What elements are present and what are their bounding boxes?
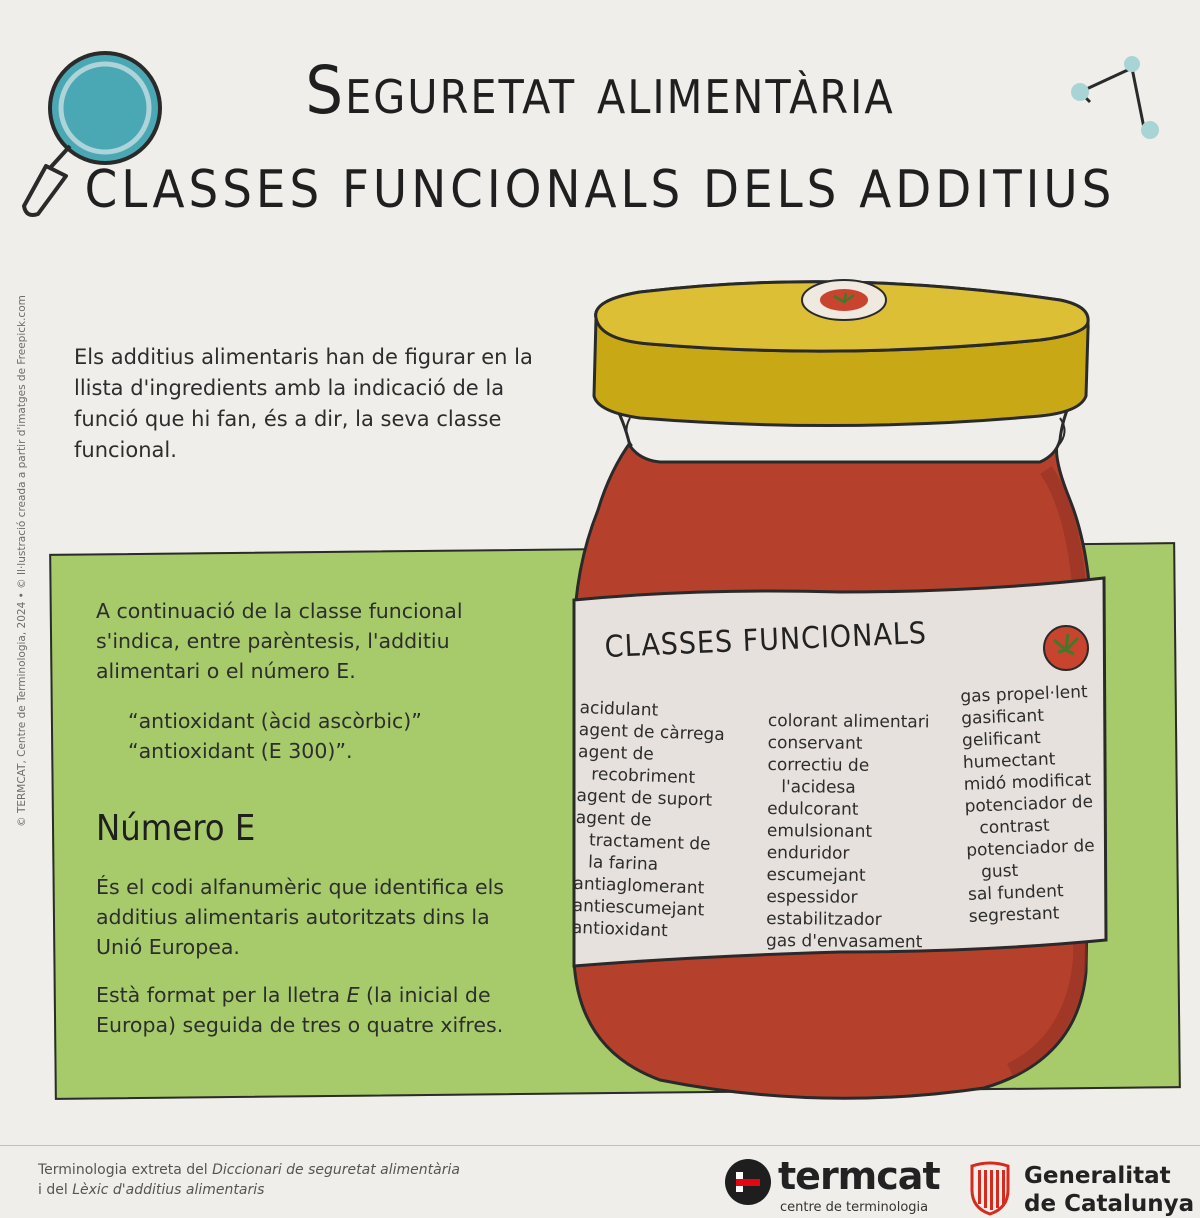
format-letter: E: [346, 983, 360, 1007]
class-item: gelificant: [961, 727, 1042, 751]
format-text-end: (la inicial de Europa) seguida de tres o quatre xifres.: [96, 983, 504, 1037]
class-item: potenciador de: [965, 835, 1096, 861]
note-text: Terminologia extreta del: [38, 1162, 213, 1178]
class-item: tractament de: [588, 830, 711, 855]
class-item: correctiu de: [767, 754, 870, 776]
class-item: contrast: [979, 815, 1050, 839]
lexicon-title: Lèxic d'additius alimentaris: [72, 1182, 265, 1198]
class-item: espessidor: [766, 886, 858, 908]
classes-column-2: [766, 710, 930, 953]
class-item: emulsionant: [766, 820, 873, 842]
numero-e-heading: Número E: [96, 808, 256, 849]
numero-e-format: [96, 980, 536, 1040]
class-item: colorant alimentari: [767, 710, 930, 733]
class-item: agent de càrrega: [578, 719, 726, 746]
class-item: humectant: [962, 749, 1056, 773]
classes-column-3: [960, 681, 1098, 928]
generalitat-name: [1024, 1162, 1194, 1218]
dictionary-title: Diccionari de seguretat alimentària: [212, 1162, 460, 1178]
class-item: midó modificat: [963, 770, 1092, 795]
class-item: antioxidant: [571, 917, 669, 942]
class-item: gas propel·lent: [960, 682, 1088, 707]
class-item: agent de: [575, 807, 652, 831]
classes-column-1: [572, 697, 726, 944]
example-item: “antioxidant (àcid ascòrbic)”: [128, 709, 422, 733]
generalitat-line-2: de Catalunya: [1024, 1191, 1195, 1217]
note-text: i del: [38, 1182, 73, 1198]
class-item: recobriment: [590, 764, 696, 789]
termcat-name: termcat: [778, 1154, 940, 1198]
termcat-mark-icon: [724, 1158, 772, 1206]
class-item: agent de suport: [576, 785, 713, 811]
class-item: escumejant: [766, 864, 866, 886]
class-item: la farina: [587, 852, 659, 875]
format-text-start: Està format per la lletra: [96, 983, 347, 1007]
class-item: agent de: [577, 741, 655, 765]
class-item: sal fundent: [967, 881, 1064, 905]
jar-label-title: CLASSES FUNCIONALS: [604, 615, 928, 665]
class-item: antiescumejant: [572, 895, 705, 921]
class-item: segrestant: [968, 903, 1060, 927]
termcat-tagline: centre de terminologia: [780, 1200, 929, 1215]
continuation-text: A continuació de la classe funcional s'indica, entre parèntesis, l'additiu alimentari o el número E.: [96, 599, 463, 683]
generalitat-emblem-icon: [968, 1160, 1012, 1216]
footer-source-note: [38, 1160, 460, 1200]
class-item: gust: [980, 860, 1019, 883]
generalitat-line-1: Generalitat: [1024, 1163, 1171, 1189]
class-item: enduridor: [766, 842, 850, 864]
footer-divider: [0, 1145, 1200, 1146]
page-title: Seguretat alimentària: [305, 52, 895, 129]
class-item: estabilitzador: [766, 908, 882, 930]
class-item: potenciador de: [964, 791, 1094, 817]
class-item: acidulant: [579, 697, 659, 721]
side-credit: © TERMCAT, Centre de Terminologia, 2024 • © Il·lustració creada a partir d'imatges de Freepick.com: [16, 295, 28, 827]
class-item: l'acidesa: [781, 777, 856, 798]
class-item: conservant: [767, 732, 863, 754]
class-item: edulcorant: [767, 798, 859, 820]
class-item: antiaglomerant: [573, 873, 705, 899]
example-item: “antioxidant (E 300)”.: [128, 739, 353, 763]
intro-paragraph: Els additius alimentaris han de figurar en la llista d'ingredients amb la indicació de la funció que hi fan, és a dir, la seva classe funcional.: [74, 345, 533, 462]
class-item: gas d'envasament: [765, 930, 923, 953]
examples-list: [128, 706, 422, 766]
numero-e-definition: És el codi alfanumèric que identifica els additius alimentaris autoritzats dins la Unió Europea.: [96, 875, 504, 959]
page-subtitle: CLASSES FUNCIONALS DELS ADDITIUS: [84, 160, 1116, 220]
class-item: gasificant: [960, 705, 1045, 729]
